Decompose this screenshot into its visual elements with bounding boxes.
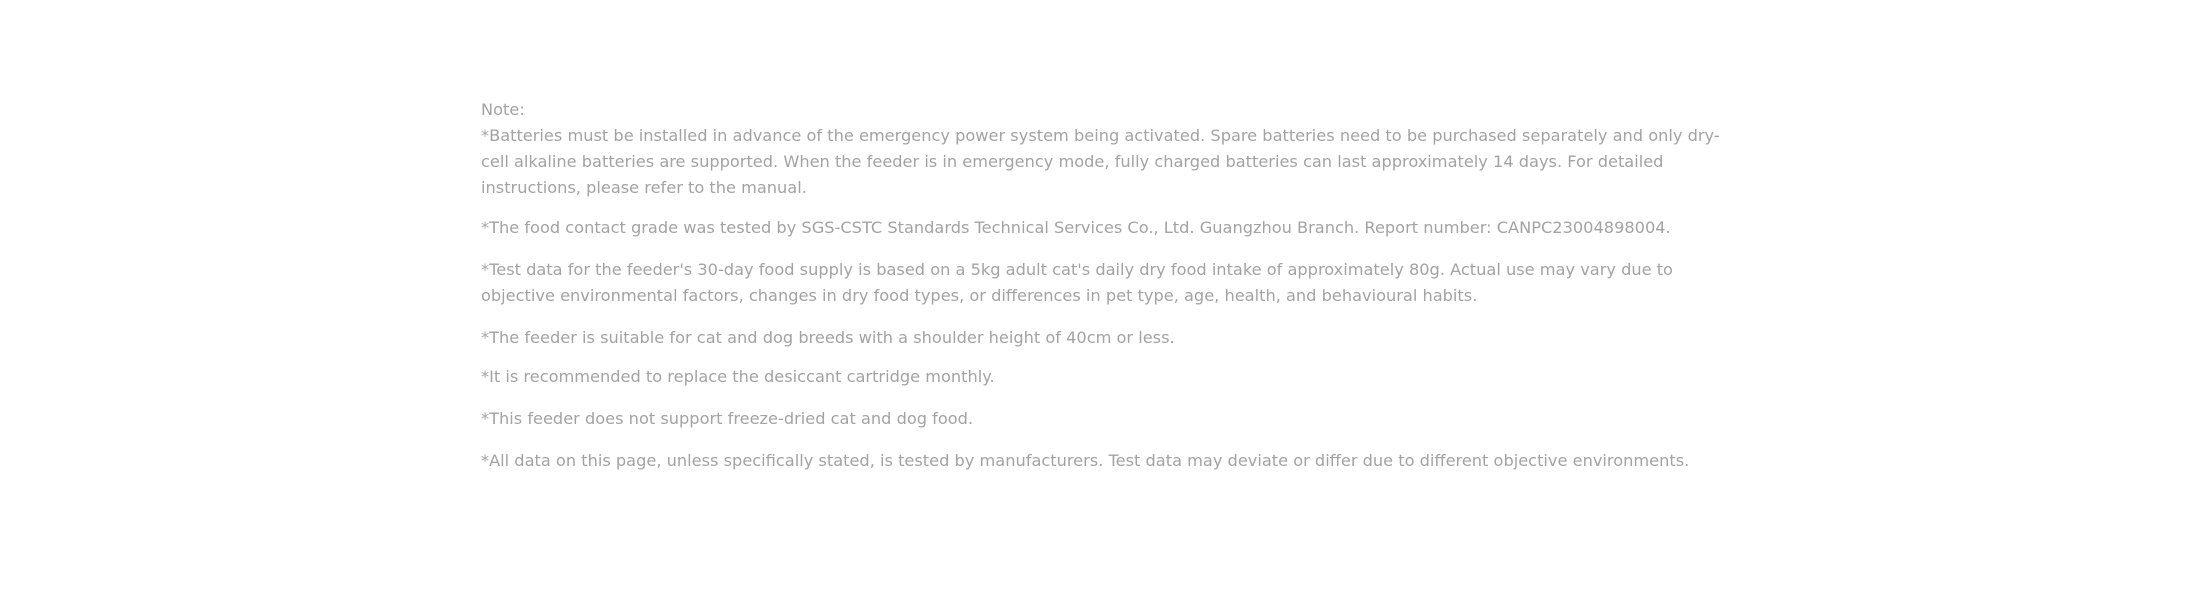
note-shoulder-height: *The feeder is suitable for cat and dog breeds with a shoulder height of 40cm or less. [481, 328, 1175, 347]
notes-title: Note: [481, 100, 525, 119]
note-batteries: *Batteries must be installed in advance of the emergency power system being activated. Spare batteries need to be purchased separately and only dry-cell alkaline batteries are supported. When the feeder is in emergency mode, fully charged batteries can last approximately 14 days. For detailed instructions, please refer to the manual. [481, 126, 1720, 197]
note-freeze-dried-food: *This feeder does not support freeze-dried cat and dog food. [481, 409, 974, 428]
note-data-disclaimer: *All data on this page, unless specifically stated, is tested by manufacturers. Test data may deviate or differ due to different objective environments. [481, 451, 1690, 470]
note-food-supply-test-data: *Test data for the feeder's 30-day food supply is based on a 5kg adult cat's daily dry food intake of approximately 80g. Actual use may vary due to objective environmental factors, changes in dry food types, or differences in pet type, age, health, and behavioural habits. [481, 260, 1673, 305]
note-food-contact-grade: *The food contact grade was tested by SGS-CSTC Standards Technical Services Co., Ltd. Guangzhou Branch. Report number: CANPC23004898004. [481, 218, 1671, 237]
notes-section [481, 97, 1731, 474]
note-desiccant-cartridge: *It is recommended to replace the desiccant cartridge monthly. [481, 367, 995, 386]
